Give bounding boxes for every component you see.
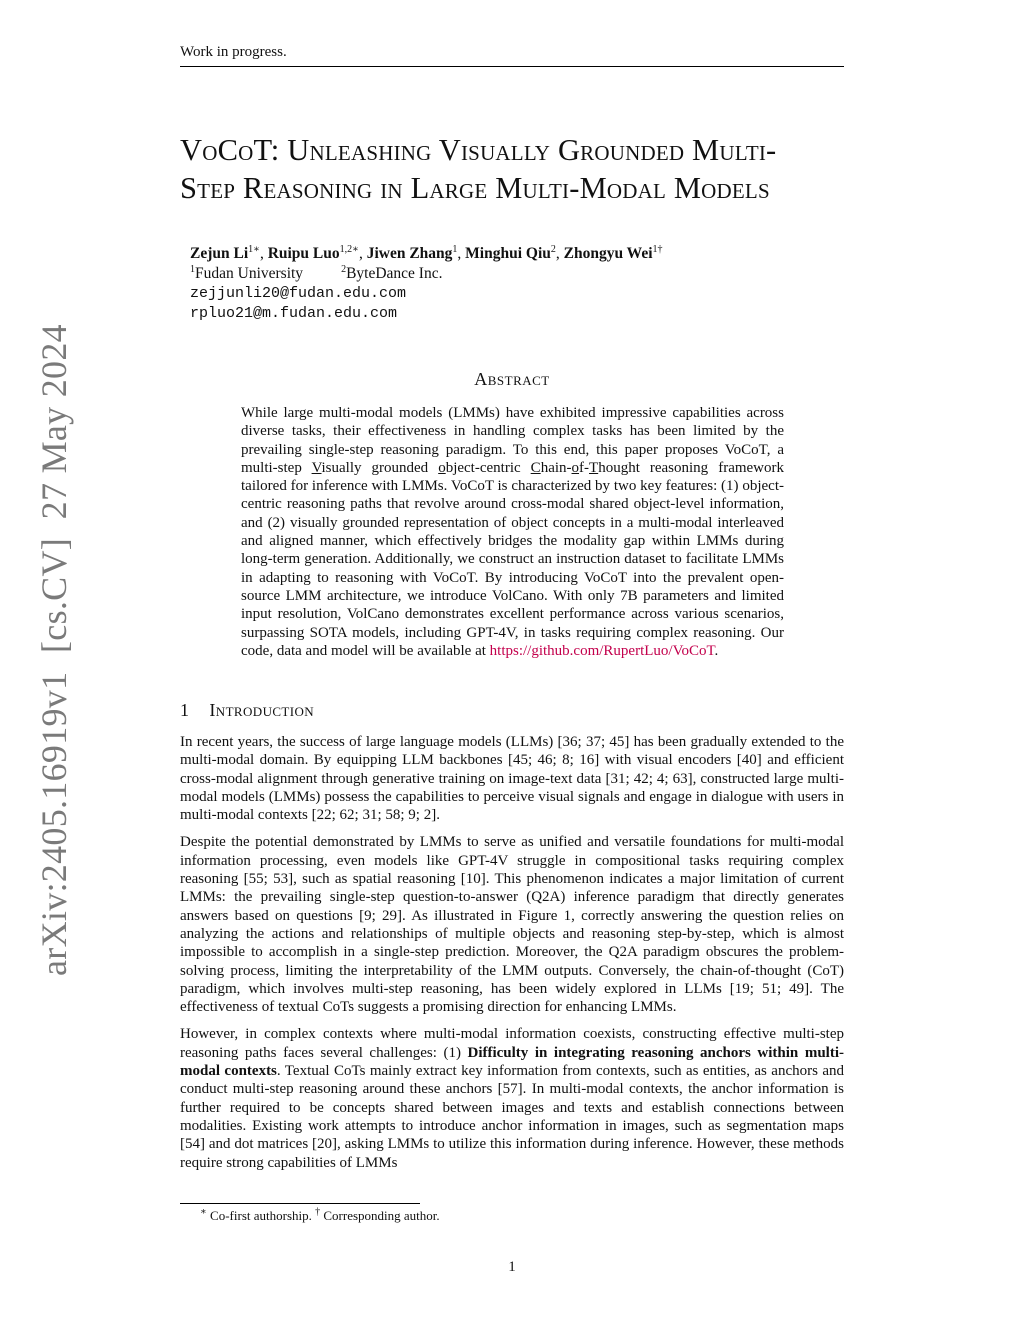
author-sup: 1,2∗: [339, 243, 359, 255]
running-header: Work in progress.: [180, 44, 287, 60]
author-name: Zejun Li: [190, 245, 249, 262]
title-line-2: Step Reasoning in Large Multi-Modal Models: [180, 171, 770, 205]
email-1[interactable]: zejjunli20@fudan.edu.com: [190, 285, 407, 302]
author-sup: 2: [550, 243, 556, 255]
github-link[interactable]: https://github.com/RupertLuo/VoCoT: [489, 642, 715, 659]
abstract-heading: Abstract: [474, 369, 550, 389]
section-number: 1: [180, 700, 190, 720]
paragraph: However, in complex contexts where multi-modal information coexists, constructing effective multi-step reasoning paths faces several challenges: (1) Difficulty in integrating reasoning anchors within multi-modal contexts. Textual CoTs mainly extract key information from contexts, such as entities, as anchors and conduct multi-step reasoning around these anchors [57]. In multi-modal contexts, the anchor information is further required to be concepts shared between images and texts and establish connections between modalities. Existing work attempts to introduce anchor information in images, such as segmentation maps [54] and dot matrices [20], asking LMMs to utilize this information during inference. However, these methods require strong capabilities of LMMs: [180, 1026, 844, 1171]
email-2[interactable]: rpluo21@m.fudan.edu.com: [190, 305, 398, 322]
introduction-body: [180, 733, 844, 1181]
paragraph: In recent years, the success of large language models (LLMs) [36; 37; 45] has been gradually extended to the multi-modal domain. By equipping LLM backbones [45; 46; 8; 16] with visual encoders [40] and efficient cross-modal alignment through generative training on image-text data [31; 42; 4; 63], constructed large multi-modal models (LMMs) possess the capabilities to perceive visual signals and engage in dialogue with users in multi-modal contexts [22; 62; 31; 58; 9; 2].: [180, 734, 844, 824]
author-sup: 1†: [652, 243, 663, 255]
arxiv-stamp: arXiv:2405.16919v1 [cs.CV] 27 May 2024: [34, 324, 74, 976]
section-title: Introduction: [209, 700, 315, 720]
author-name: Minghui Qiu: [465, 245, 551, 262]
header-rule: [180, 66, 844, 67]
author-sup: 1∗: [248, 243, 260, 255]
author-sup: 1: [452, 243, 458, 255]
paragraph: Despite the potential demonstrated by LMMs to serve as unified and versatile foundations for multi-modal information processing, even models like GPT-4V struggle in compositional tasks requiring complex reasoning [55; 53], such as spatial reasoning [10]. This phenomenon indicates a major limitation of current LMMs: the prevailing single-step question-to-answer (Q2A) inference paradigm that directly generates answers based on questions [9; 29]. As illustrated in Figure 1, correctly answering the question relies on analyzing the actions and relationships of multiple objects and reasoning step-by-step, which is almost impossible to accomplish in a single-step prediction. Moreover, the Q2A paradigm obscures the problem-solving process, limiting the interpretability of the LMM outputs. Conversely, the chain-of-thought (CoT) paradigm, which involves multi-step reasoning, has been widely explored in LLMs [19; 51; 49]. The effectiveness of textual CoTs suggests a promising direction for enhancing LMMs.: [180, 834, 844, 1016]
footnote-rule: [180, 1203, 420, 1204]
footnote: ∗ Co-first authorship. † Corresponding author.: [200, 1206, 440, 1223]
affiliations: $^1$Fudan University $^2$ByteDance Inc.: [190, 263, 443, 282]
section-heading: [180, 700, 314, 721]
affiliation-bytedance: ByteDance Inc.: [346, 265, 443, 282]
author-name: Ruipu Luo: [267, 245, 340, 262]
paper-title: [180, 131, 860, 207]
title-line-1: VoCoT: Unleashing Visually Grounded Multi-: [180, 133, 777, 167]
author-name: Jiwen Zhang: [366, 245, 453, 262]
author-name: Zhongyu Wei: [563, 245, 653, 262]
page-number: 1: [508, 1259, 516, 1275]
author-names: Zejun $Li^{1∗}$, Ruipu Luo$^{1,2∗}$, Jiwen Zhang$^1$, Minghui Qiu$^2$, Zhongyu Wei$^{1\dagger}$: [190, 243, 663, 262]
author-block: [190, 244, 850, 324]
affiliation-fudan: Fudan University: [195, 265, 304, 282]
abstract-body: While large multi-modal models (LMMs) have exhibited impressive capabilities across diverse tasks, their effectiveness in handling complex tasks has been limited by the prevailing single-step reasoning paradigm. To this end, this paper proposes VoCoT, a multi-step Visually grounded object-centric Chain-of-Thought reasoning framework tailored for inference with LMMs. VoCoT is characterized by two key features: (1) object-centric reasoning paths that revolve around cross-modal shared object-level information, and (2) visually grounded representation of object concepts in a multi-modal interleaved and aligned manner, which effectively bridges the modality gap within LMMs during long-term generation. Additionally, we construct an instruction dataset to facilitate LMMs in adapting to reasoning with VoCoT. By introducing VoCoT into the prevalent open-source LMM architecture, we introduce VolCano. With only 7B parameters and limited input resolution, VolCano demonstrates excellent performance across various scenarios, surpassing SOTA models, including GPT-4V, in tasks requiring complex reasoning. Our code, data and model will be available at https://github.com/RupertLuo/VoCoT.: [241, 405, 785, 659]
